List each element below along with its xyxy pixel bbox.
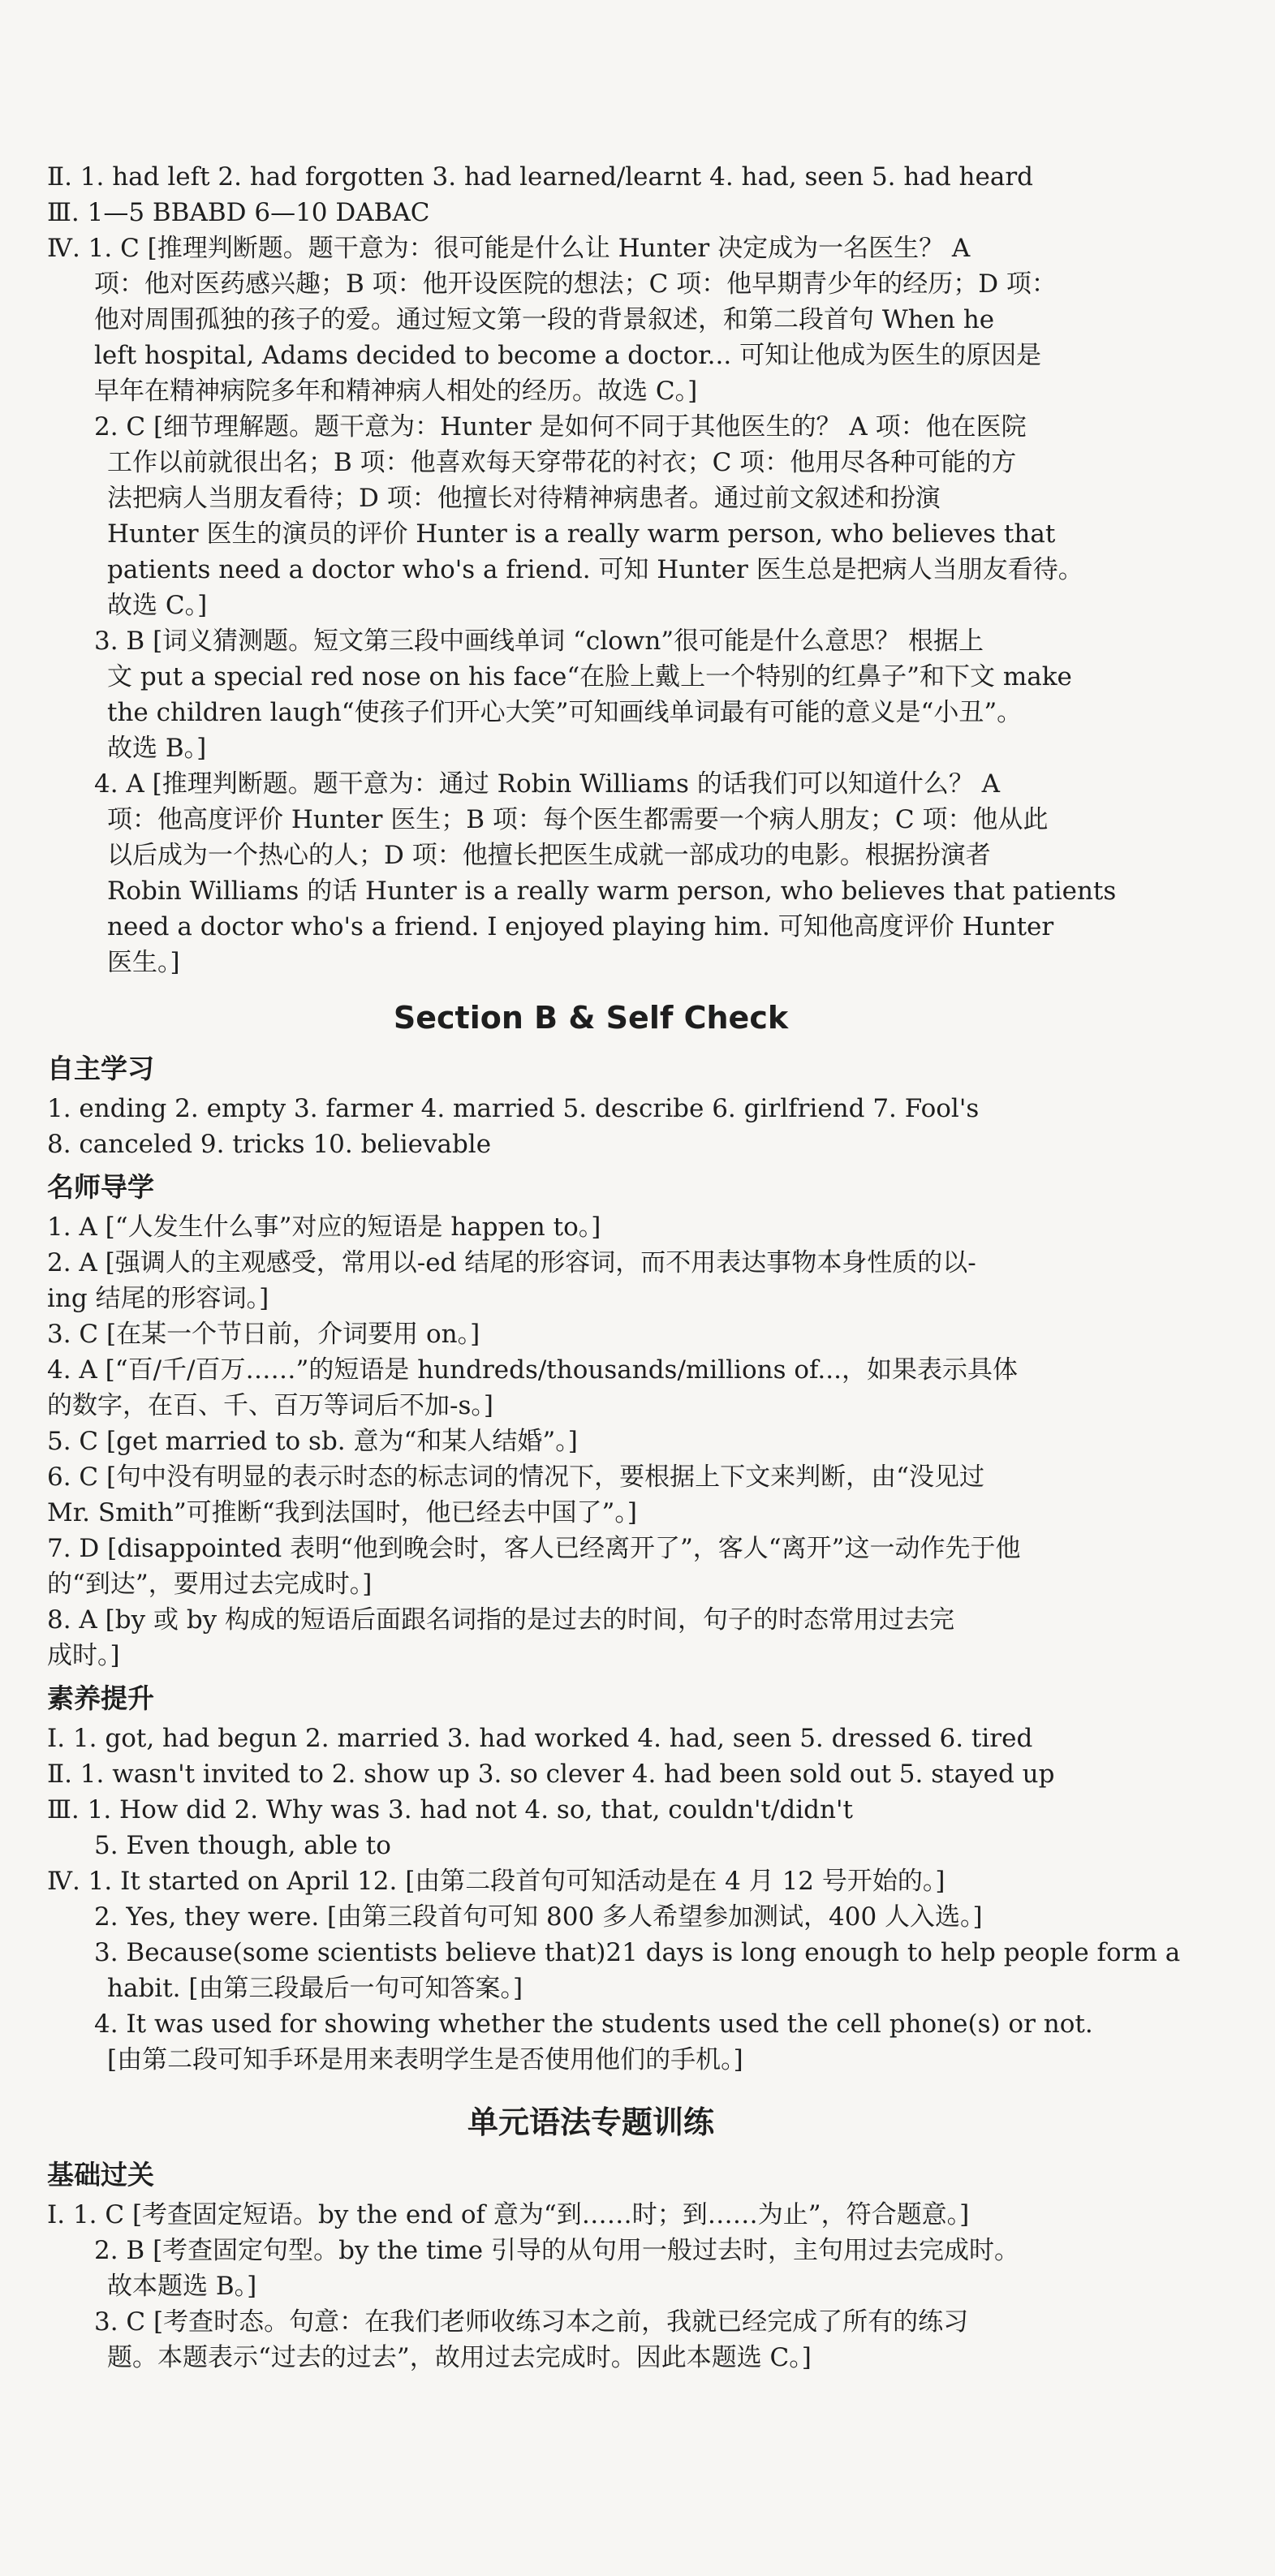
answer-line: 以后成为一个热心的人；D 项：他擅长把医生成就一部成功的电影。根据扮演者 bbox=[107, 841, 991, 870]
answer-line: ing 结尾的形容词。] bbox=[47, 1284, 269, 1313]
answer-line: Ⅳ. 1. It started on April 12. [由第二段首句可知活动是在 4 月 12 号开始的。] bbox=[47, 1867, 945, 1896]
answer-line: 3. C [考查时态。句意：在我们老师收练习本之前，我就已经完成了所有的练习 bbox=[94, 2307, 969, 2337]
answer-line: 3. C [在某一个节日前，介词要用 on。] bbox=[47, 1320, 480, 1349]
answer-line: 故选 B。] bbox=[107, 734, 207, 763]
answer-line: 4. It was used for showing whether the students used the cell phone(s) or not. bbox=[94, 2010, 1093, 2039]
answer-line: 2. B [考查固定句型。by the time 引导的从句用一般过去时，主句用过去完成时。 bbox=[94, 2236, 1019, 2265]
answer-line: 4. A [“百/千/百万……”的短语是 hundreds/thousands/millions of...，如果表示具体 bbox=[47, 1355, 1018, 1385]
answer-line: 2. C [细节理解题。题干意为：Hunter 是如何不同于其他医生的？ A 项：他在医院 bbox=[94, 412, 1027, 442]
answer-line: [由第二段可知手环是用来表明学生是否使用他们的手机。] bbox=[107, 2045, 743, 2074]
answer-line: Ⅳ. 1. C [推理判断题。题干意为：很可能是什么让 Hunter 决定成为一名医生？ A bbox=[47, 234, 971, 263]
answer-line: Mr. Smith”可推断“我到法国时，他已经去中国了”。] bbox=[47, 1498, 637, 1527]
answer-line: 项：他高度评价 Hunter 医生；B 项：每个医生都需要一个病人朋友；C 项：他从此 bbox=[107, 805, 1049, 834]
answer-line: 项：他对医药感兴趣；B 项：他开设医院的想法；C 项：他早期青少年的经历；D 项： bbox=[94, 269, 1057, 299]
answer-line: left hospital, Adams decided to become a doctor... 可知让他成为医生的原因是 bbox=[94, 341, 1042, 370]
answer-line: 8. A [by 或 by 构成的短语后面跟名词指的是过去的时间，句子的时态常用过去完 bbox=[47, 1605, 955, 1635]
answer-line: 5. C [get married to sb. 意为“和某人结婚”。] bbox=[47, 1427, 578, 1456]
answer-line: 2. Yes, they were. [由第三段首句可知 800 多人希望参加测试，400 人入选。] bbox=[94, 1902, 983, 1932]
answer-line: 7. D [disappointed 表明“他到晚会时，客人已经离开了”，客人“离开”这一动作先于他 bbox=[47, 1534, 1021, 1563]
answer-line: Ⅱ. 1. had left 2. had forgotten 3. had learned/learnt 4. had, seen 5. had heard bbox=[47, 162, 1033, 192]
answer-line: 的“到达”，要用过去完成时。] bbox=[47, 1570, 373, 1599]
part4-q3 bbox=[47, 623, 1135, 766]
section-title: 单元语法专题训练 bbox=[467, 2104, 714, 2140]
answer-line: 故本题选 B。] bbox=[107, 2272, 257, 2301]
answer-line: 文 put a special red nose on his face“在脸上戴上一个特别的红鼻子”和下文 make bbox=[107, 662, 1072, 691]
answer-line: Ⅰ. 1. C [考查固定短语。by the end of 意为“到……时；到……为止”，符合题意。] bbox=[47, 2200, 970, 2229]
answer-line: 法把病人当朋友看待；D 项：他擅长对待精神病患者。通过前文叙述和扮演 bbox=[107, 484, 941, 513]
page-content bbox=[47, 159, 1181, 2376]
answer-line: 6. C [句中没有明显的表示时态的标志词的情况下，要根据上下文来判断，由“没见过 bbox=[47, 1462, 984, 1492]
answer-line: 早年在精神病院多年和精神病人相处的经历。故选 C。] bbox=[94, 377, 698, 406]
answer-line: habit. [由第三段最后一句可知答案。] bbox=[107, 1974, 523, 2003]
answer-line: Ⅲ. 1. How did 2. Why was 3. had not 4. so, that, couldn't/didn't bbox=[47, 1795, 853, 1824]
part4-q4 bbox=[47, 766, 1135, 980]
subsection-heading: 素养提升 bbox=[47, 1682, 154, 1714]
section-title: Section B & Self Check bbox=[393, 1000, 789, 1036]
answer-line: 1. ending 2. empty 3. farmer 4. married 5. describe 6. girlfriend 7. Fool's bbox=[47, 1094, 980, 1123]
part4-q2 bbox=[47, 409, 1135, 623]
answer-line: 他对周围孤独的孩子的爱。通过短文第一段的背景叙述，和第二段首句 When he bbox=[94, 305, 995, 334]
subsection-heading: 自主学习 bbox=[47, 1053, 154, 1084]
answer-line: 医生。] bbox=[107, 948, 180, 977]
answer-line: need a doctor who's a friend. I enjoyed playing him. 可知他高度评价 Hunter bbox=[107, 912, 1054, 941]
subsection-heading: 基础过关 bbox=[47, 2159, 154, 2190]
answer-line: Ⅰ. 1. got, had begun 2. married 3. had worked 4. had, seen 5. dressed 6. tired bbox=[47, 1724, 1033, 1753]
answer-line: 4. A [推理判断题。题干意为：通过 Robin Williams 的话我们可以知道什么？ A bbox=[94, 769, 1001, 799]
answer-line: 成时。] bbox=[47, 1641, 120, 1670]
answer-line: 3. Because(some scientists believe that)21 days is long enough to help people form a bbox=[94, 1938, 1181, 1967]
answer-line: 题。本题表示“过去的过去”，故用过去完成时。因此本题选 C。] bbox=[107, 2343, 812, 2372]
subsection-heading: 名师导学 bbox=[47, 1171, 154, 1203]
answer-line: Ⅲ. 1—5 BBABD 6—10 DABAC bbox=[47, 198, 430, 227]
answer-line: Hunter 医生的演员的评价 Hunter is a really warm person, who believes that bbox=[107, 519, 1056, 549]
answer-line: 工作以前就很出名；B 项：他喜欢每天穿带花的衬衣；C 项：他用尽各种可能的方 bbox=[107, 448, 1017, 477]
part4-q1 bbox=[47, 230, 1135, 409]
answer-line: 3. B [词义猜测题。短文第三段中画线单词 “clown”很可能是什么意思？ 根据上 bbox=[94, 627, 984, 656]
answer-line: patients need a doctor who's a friend. 可知 Hunter 医生总是把病人当朋友看待。 bbox=[107, 555, 1083, 584]
answer-line: 2. A [强调人的主观感受，常用以-ed 结尾的形容词，而不用表达事物本身性质的以- bbox=[47, 1248, 976, 1277]
answer-line: 的数字，在百、千、百万等词后不加-s。] bbox=[47, 1391, 493, 1420]
answer-line: Robin Williams 的话 Hunter is a really warm person, who believes that patients bbox=[107, 877, 1117, 906]
answer-line: 8. canceled 9. tricks 10. believable bbox=[47, 1130, 492, 1159]
answer-line: 故选 C。] bbox=[107, 591, 208, 620]
answer-line: Ⅱ. 1. wasn't invited to 2. show up 3. so clever 4. had been sold out 5. stayed up bbox=[47, 1760, 1055, 1789]
answer-line: 5. Even though, able to bbox=[94, 1831, 391, 1860]
answer-line: the children laugh“使孩子们开心大笑”可知画线单词最有可能的意义是“小丑”。 bbox=[107, 698, 1023, 727]
answer-line: 1. A [“人发生什么事”对应的短语是 happen to。] bbox=[47, 1213, 601, 1242]
